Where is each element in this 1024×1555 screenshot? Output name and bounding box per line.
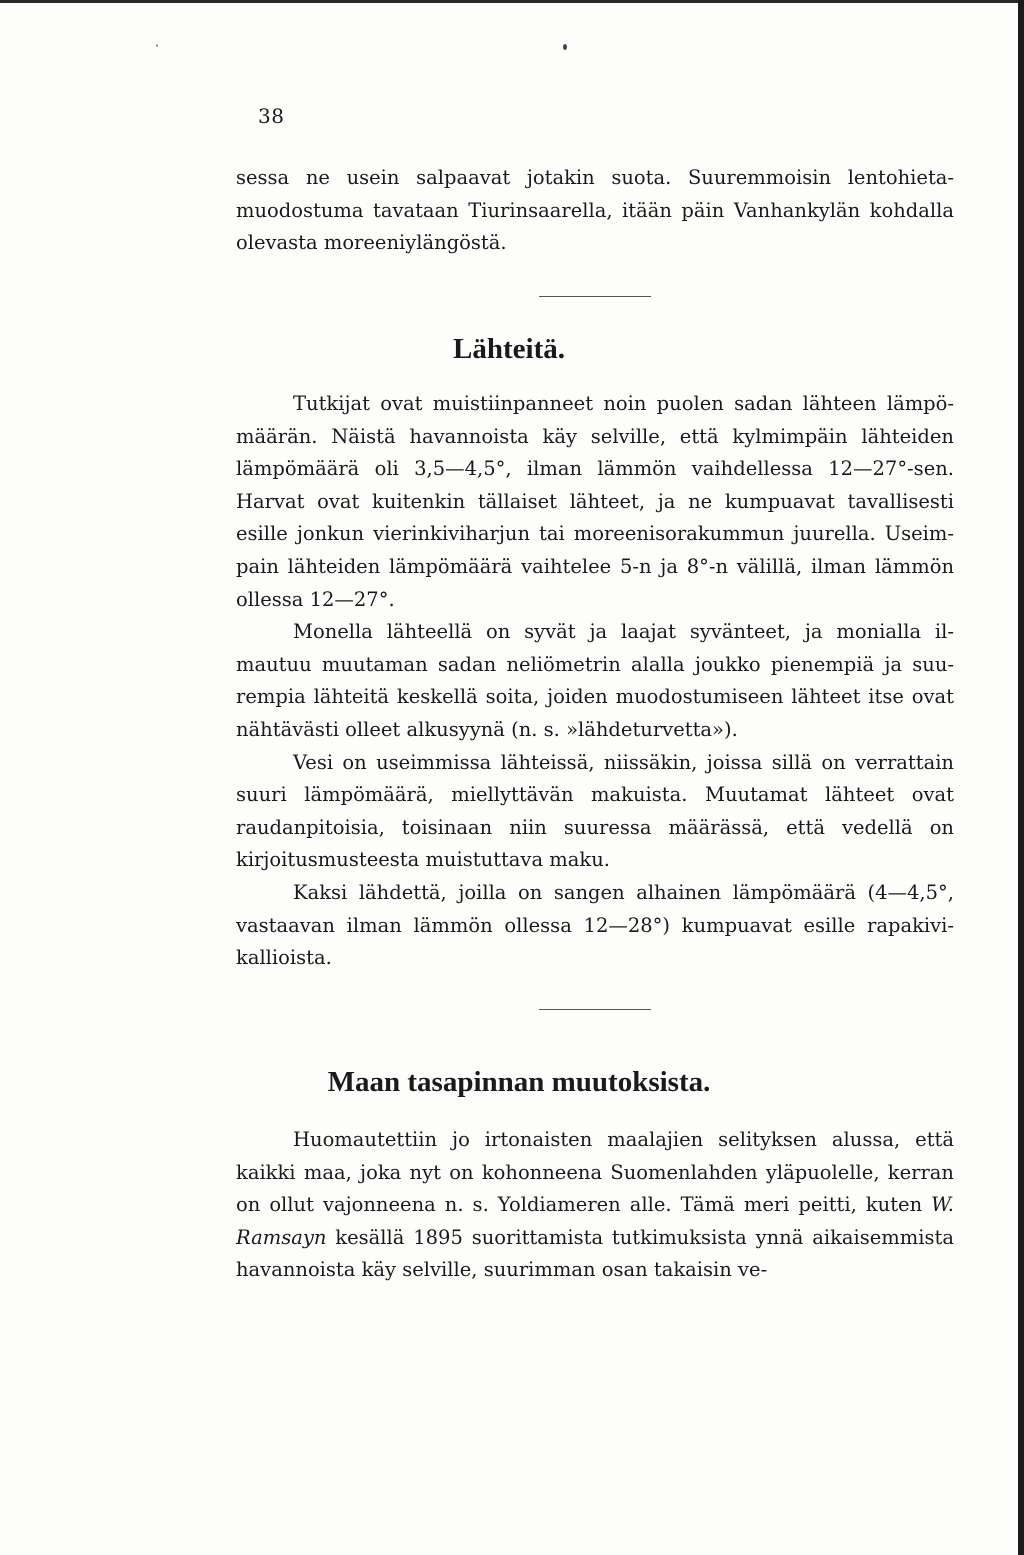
paragraph: Monella lähteellä on syvät ja laajat syvänteet, ja monialla ilmautuu muutaman sadan neliömetrin alalla joukko pienempiä ja suurempia lähteitä keskellä soita, joiden muodostumiseen lähteet itse ovat nähtävästi olleet alkusyynä (n. s. »lähdeturvetta»). [236,620,954,741]
paragraph: Vesi on useimmissa lähteissä, niissäkin, joissa sillä on verrattain suuri lämpömäärä, miellyttävän makuista. Muutamat lähteet ovat raudanpitoisia, toisinaan niin suuressa määrässä, että vedellä on kirjoitusmusteesta muistuttava maku. [236,750,954,872]
paragraph: Tutkijat ovat muistiinpanneet noin puolen sadan lähteen lämpömäärän. Näistä havannoista käy selville, että kylmimpäin lähteiden lämpömäärä oli 3,5—4,5°, ilman lämmön vaihdellessa 12—27°-sen. Harvat ovat kuitenkin tällaiset lähteet, ja ne kumpuavat tavallisesti esille jonkun vierinkiviharjun tai moreenisorakummun juurella. Useimpain lähteiden lämpömäärä vaihtelee 5-n ja 8°-n välillä, ilman lämmön ollessa 12—27°. [236,392,954,611]
section-heading-maan-tasapinnan: Maan tasapinnan muutoksista. [327,1066,711,1098]
paragraph [236,1124,954,1287]
paragraph-text: Huomautettiin jo irtonaisten maalajien selityksen alussa, että kaikki maa, joka nyt on kohonneena Suomenlahden yläpuolelle, kerran on ollut vajonneena n. s. Yoldiameren alle. Tämä meri peitti, kuten [236,1128,954,1217]
paragraph: sessa ne usein salpaavat jotakin suota. Suuremmoisin lentohietamuodostuma tavataan Tiurinsaarella, itään päin Vanhankylän kohdalla olevasta moreeniylängöstä. [236,166,954,255]
section-divider [539,296,651,297]
scan-speck [156,44,158,47]
paragraph-text: kesällä 1895 suorittamista tutkimuksista ynnä aikaisemmista havannoista käy selville, suurimman osan takaisin ve- [236,1225,954,1282]
lahteita-text [236,388,954,975]
page-number: 38 [258,104,285,128]
scan-top-edge [0,0,1024,3]
scan-speck [563,44,567,50]
maan-text [236,1124,954,1287]
section-divider [539,1009,651,1010]
section-heading-lahteita: Lähteitä. [453,333,565,365]
scan-right-edge [1018,0,1024,1555]
author-name: W. Ramsayn [236,1193,954,1249]
intro-text [236,162,954,260]
paragraph: Kaksi lähdettä, joilla on sangen alhainen lämpömäärä (4—4,5°, vastaavan ilman lämmön ollessa 12—28°) kumpuavat esille rapakivikallioista. [236,880,954,970]
